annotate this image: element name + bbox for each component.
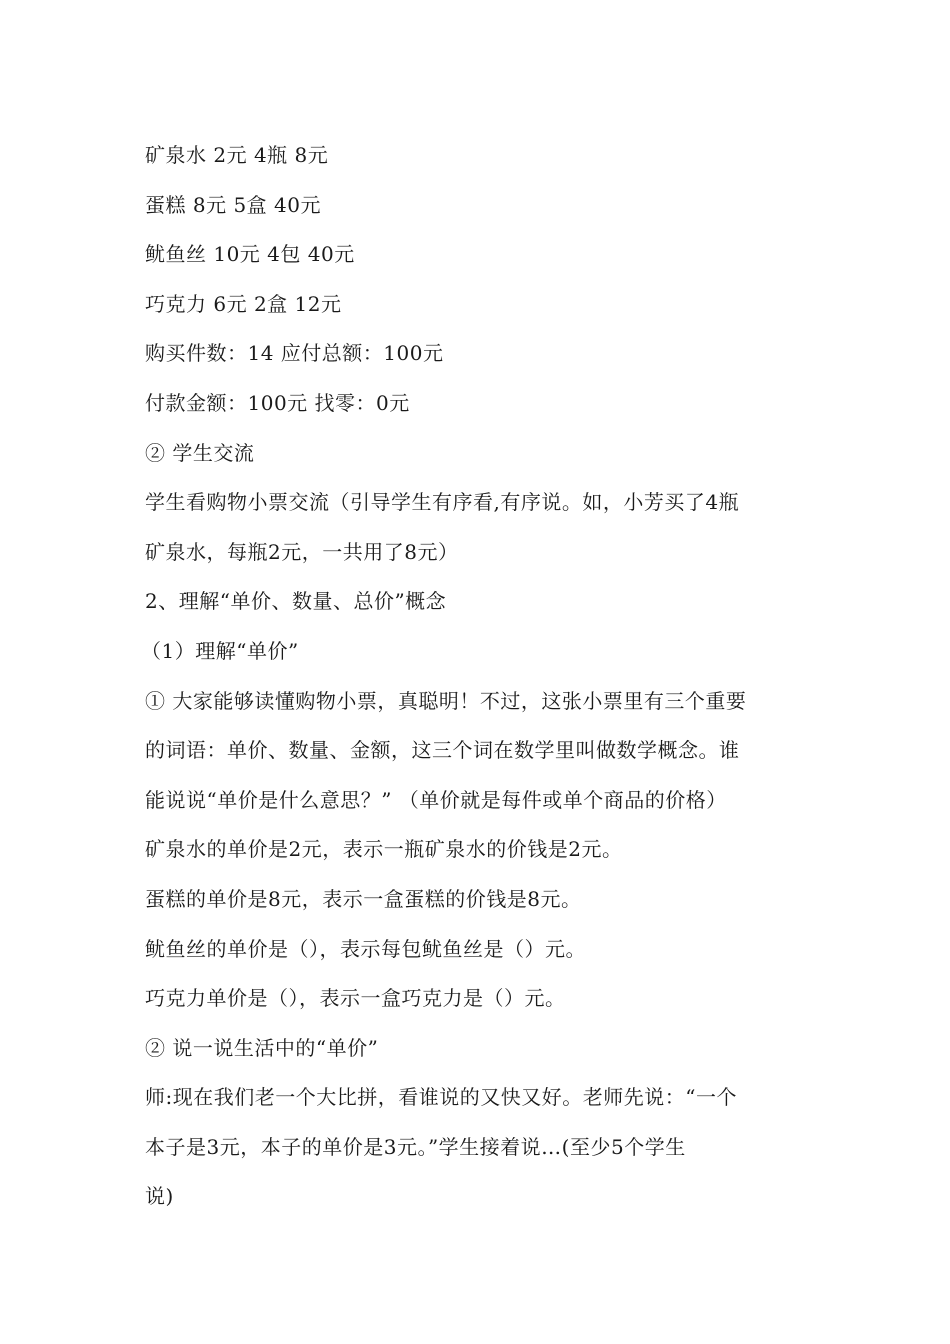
receipt-line-cake: 蛋糕 8元 5盒 40元: [145, 192, 321, 217]
section-heading-student-exchange: ② 学生交流: [145, 440, 255, 465]
paragraph-line: 师:现在我们老一个大比拼，看谁说的又快又好。老师先说：“一个: [145, 1085, 737, 1110]
paragraph-line: 本子是3元，本子的单价是3元。”学生接着说…(至少5个学生: [145, 1134, 686, 1159]
document-body: [141, 131, 810, 1222]
paragraph-line: 的词语：单价、数量、金额，这三个词在数学里叫做数学概念。谁: [145, 738, 740, 763]
paragraph-line: 说): [145, 1184, 174, 1209]
section-heading-daily-life: ② 说一说生活中的“单价”: [145, 1035, 379, 1060]
paragraph-line: ① 大家能够读懂购物小票，真聪明！不过，这张小票里有三个重要: [145, 688, 747, 713]
paragraph-line: 能说说“单价是什么意思？” （单价就是每件或单个商品的价格）: [145, 787, 727, 812]
receipt-line-squid: 鱿鱼丝 10元 4包 40元: [145, 242, 355, 267]
subsection-heading-unit-price: （1）理解“单价”: [141, 638, 299, 663]
paragraph-line: 学生看购物小票交流（引导学生有序看,有序说。如，小芳买了4瓶: [145, 490, 740, 515]
example-line: 鱿鱼丝的单价是（），表示每包鱿鱼丝是（）元。: [145, 936, 586, 961]
example-line: 矿泉水的单价是2元，表示一瓶矿泉水的价钱是2元。: [145, 837, 623, 862]
receipt-total-line: 购买件数：14 应付总额：100元: [145, 341, 444, 366]
receipt-payment-line: 付款金额：100元 找零：0元: [145, 390, 410, 415]
example-line: 巧克力单价是（），表示一盒巧克力是（）元。: [145, 986, 566, 1011]
receipt-line-chocolate: 巧克力 6元 2盒 12元: [145, 291, 342, 316]
receipt-line-water: 矿泉水 2元 4瓶 8元: [145, 143, 329, 167]
paragraph-line: 矿泉水，每瓶2元，一共用了8元）: [145, 539, 459, 564]
example-line: 蛋糕的单价是8元，表示一盒蛋糕的价钱是8元。: [145, 886, 582, 911]
section-heading-concepts: 2、理解“单价、数量、总价”概念: [145, 589, 447, 614]
